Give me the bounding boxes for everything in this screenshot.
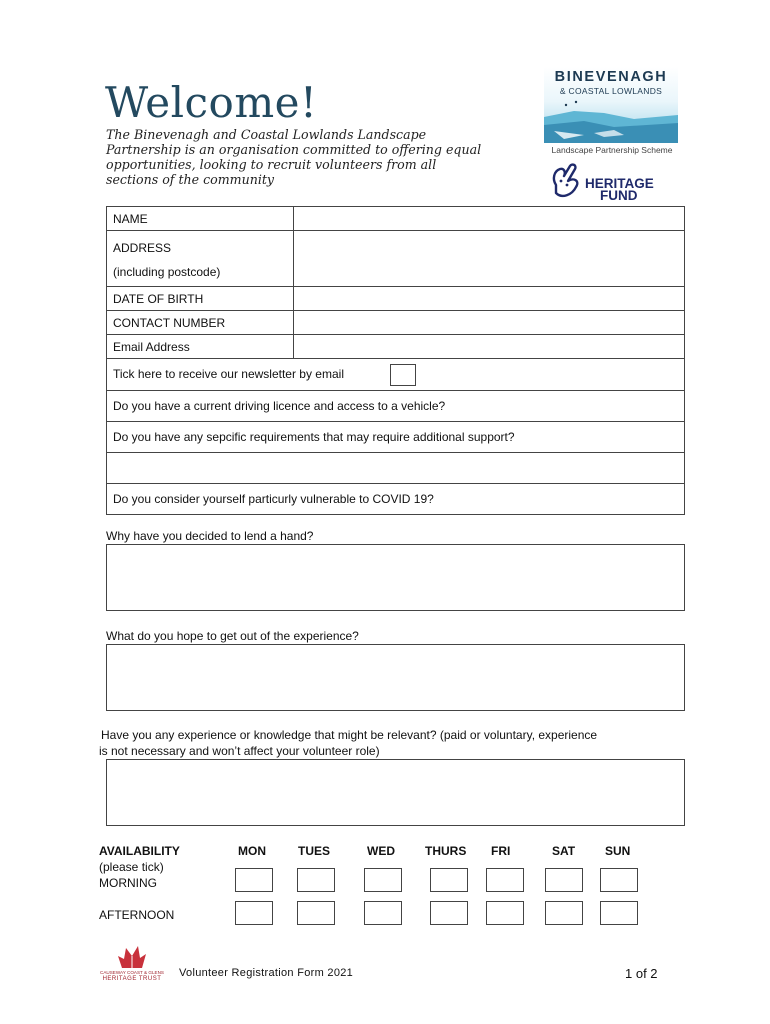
email-field[interactable] [294,335,685,359]
binevenagh-logo-line2: & COASTAL LOWLANDS [559,86,663,96]
page-number: 1 of 2 [625,966,658,981]
afternoon-wed-checkbox[interactable] [364,901,402,925]
registration-table [106,206,685,515]
morning-tues-checkbox[interactable] [297,868,335,892]
question-experience-label-2: is not necessary and won’t affect your volunteer role) [99,744,380,758]
dob-label: DATE OF BIRTH [107,287,294,311]
email-row [107,335,685,359]
heritage-trust-logo [96,944,168,986]
contact-label: CONTACT NUMBER [107,311,294,335]
name-field[interactable] [294,207,685,231]
binevenagh-caption: Landscape Partnership Scheme [551,145,673,155]
name-row [107,207,685,231]
email-label: Email Address [107,335,294,359]
question-experience-label-1: Have you any experience or knowledge that might be relevant? (paid or voluntary, experience [101,728,598,742]
trust-line1: CAUSEWAY COAST & GLENS [100,970,164,975]
dob-row [107,287,685,311]
afternoon-sun-checkbox[interactable] [600,901,638,925]
afternoon-thurs-checkbox[interactable] [430,901,468,925]
page-title: Welcome! [105,78,318,127]
morning-sun-checkbox[interactable] [600,868,638,892]
trust-line2: HERITAGE TRUST [102,976,162,982]
address-sublabel: (including postcode) [113,265,221,279]
afternoon-fri-checkbox[interactable] [486,901,524,925]
day-thurs: THURS [425,844,467,858]
question-experience-answer[interactable] [106,759,685,826]
footer-form-title: Volunteer Registration Form 2021 [179,967,354,979]
newsletter-cell [107,359,685,391]
heritage-fund-logo [548,163,658,203]
afternoon-label: AFTERNOON [99,908,175,922]
afternoon-mon-checkbox[interactable] [235,901,273,925]
requirements-row [107,422,685,453]
day-tues: TUES [298,844,331,858]
heritage-logo-line1: HERITAGE [585,176,654,191]
address-label-cell [107,231,294,287]
newsletter-row [107,359,685,391]
afternoon-sat-checkbox[interactable] [545,901,583,925]
newsletter-checkbox[interactable] [390,364,416,386]
dob-field[interactable] [294,287,685,311]
day-wed: WED [367,844,395,858]
availability-title: AVAILABILITY [99,844,180,858]
question-why-answer[interactable] [106,544,685,611]
trust-leaf-icon [96,944,168,970]
morning-label: MORNING [99,876,157,890]
question-why-label: Why have you decided to lend a hand? [106,529,314,543]
covid-row [107,484,685,515]
requirements-answer-row [107,453,685,484]
requirements-question[interactable]: Do you have any sepcific requirements that may require additional support? [107,422,685,453]
intro-text: The Binevenagh and Coastal Lowlands Landscape Partnership is an organisation committed to offering equal opportunities, looking to recruit volunteers from all sections of the community [106,127,482,187]
address-label: ADDRESS [113,241,172,255]
question-hope-label: What do you hope to get out of the experience? [106,629,359,643]
day-sun: SUN [605,844,631,858]
morning-sat-checkbox[interactable] [545,868,583,892]
morning-mon-checkbox[interactable] [235,868,273,892]
landscape-illustration-icon [544,95,678,143]
morning-wed-checkbox[interactable] [364,868,402,892]
requirements-answer-field[interactable] [107,453,685,484]
crossed-fingers-icon [548,163,584,203]
name-label: NAME [107,207,294,231]
contact-field[interactable] [294,311,685,335]
morning-fri-checkbox[interactable] [486,868,524,892]
heritage-logo-line2: FUND [600,188,638,203]
availability-subtitle: (please tick) [99,860,164,874]
afternoon-tues-checkbox[interactable] [297,901,335,925]
day-fri: FRI [491,844,511,858]
covid-question[interactable]: Do you consider yourself particurly vulnerable to COVID 19? [107,484,685,515]
binevenagh-logo-line1: BINEVENAGH [554,69,668,85]
morning-thurs-checkbox[interactable] [430,868,468,892]
address-field[interactable] [294,231,685,287]
address-row [107,231,685,287]
driving-row [107,391,685,422]
contact-row [107,311,685,335]
question-hope-answer[interactable] [106,644,685,711]
newsletter-label: Tick here to receive our newsletter by email [113,366,344,381]
binevenagh-logo [544,67,678,143]
day-mon: MON [238,844,266,858]
driving-question[interactable]: Do you have a current driving licence and access to a vehicle? [107,391,685,422]
day-sat: SAT [552,844,576,858]
